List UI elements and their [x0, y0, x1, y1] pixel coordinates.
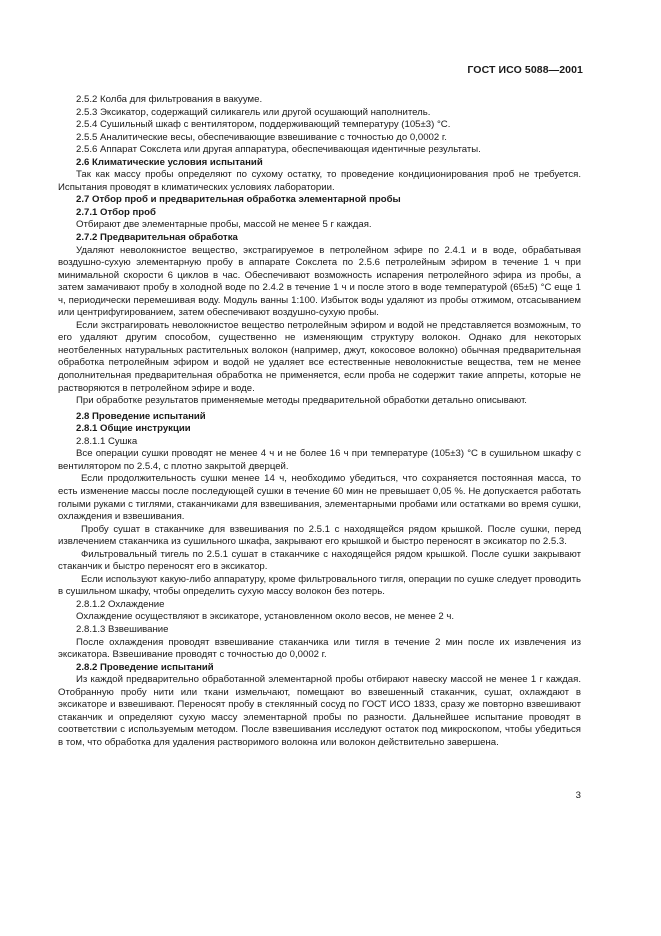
paragraph: Фильтровальный тигель по 2.5.1 сушат в стаканчике с находящейся рядом крышкой. После сушки закрывают стаканчик и быстро переносят его в эксикатор.: [58, 548, 581, 573]
section-heading: 2.7.1 Отбор проб: [76, 206, 156, 218]
paragraph: Из каждой предварительно обработанной элементарной пробы отбирают навеску массой не менее 1 г каждая. Отобранную пробу нити или ткани измельчают, помещают во взвешенный стаканчик, сушат, охлаждают в эксикаторе и взвешивают. Переносят пробу в стеклянный сосуд по ГОСТ ИСО 1833, сразу же повторно взвешивают стаканчик и определяют сухую массу элементарной пробы по разности. Дальнейшее испытание проводят в соответствии с используемым методом. После взвешивания исследуют остаток под микроскопом, чтобы убедиться в том, что обработка для удаления растворимого волокна или волокон действительно завершена.: [58, 674, 581, 748]
paragraph: 2.8.1.3 Взвешивание: [76, 623, 169, 635]
paragraph: Охлаждение осуществляют в эксикаторе, установленном около весов, не менее 2 ч.: [76, 611, 455, 623]
page-number: 3: [575, 790, 581, 801]
section-heading: 2.7.2 Предварительная обработка: [76, 232, 238, 244]
paragraph: Если используют какую-либо аппаратуру, кроме фильтровального тигля, операции по сушке следует проводить в сушильном шкафу, чтобы определить сухую массу волокон без потерь.: [58, 573, 581, 598]
paragraph: После охлаждения проводят взвешивание стаканчика или тигля в течение 2 мин после их извлечения из эксикатора. Взвешивание проводят с точностью до 0,0002 г.: [58, 636, 581, 661]
paragraph: 2.5.5 Аналитические весы, обеспечивающие взвешивание с точностью до 0,0002 г.: [76, 131, 447, 143]
document-header: ГОСТ ИСО 5088—2001: [467, 64, 583, 76]
section-heading: 2.8.2 Проведение испытаний: [76, 661, 214, 673]
paragraph: Все операции сушки проводят не менее 4 ч и не более 16 ч при температуре (105±3) °С в сушильном шкафу с вентилятором по 2.5.4, с плотно закрытой дверцей.: [58, 448, 581, 472]
paragraph: 2.5.6 Аппарат Сокслета или другая аппаратура, обеспечивающая идентичные результаты.: [76, 144, 481, 156]
paragraph: Если экстрагировать неволокнистое вещество петролейным эфиром и водой не представляется возможным, то его удаляют другим способом, существенно не изменяющим структуру волокон. Однако для некоторых неотбеленных натуральных растительных волокон (например, джут, кокосовое волокно) обычная предварительная обработка петролейным эфиром и водой не удаляет все естественные неволокнистые вещества, тем не менее дополнительная предварительная обработка не применяется, если проба не содержит такие аппреты, которые не растворяются в петролейном эфире и воде.: [58, 319, 581, 394]
paragraph: Удаляют неволокнистое вещество, экстрагируемое в петролейном эфире по 2.4.1 и в воде, обрабатывая воздушно-сухую элементарную пробу в аппарате Сокслета по 2.5.6 петролейным эфиром в течение 1 ч при минимальной скорости 6 циклов в час. Обеспечивают возможность испарения петролейного эфира из пробы, а затем замачивают пробу в холодной воде по 2.4.2 в течение 1 ч и после этого в воде температурой (65±5) °С еще 1 ч, периодически перемешивая воду. Модуль ванны 1:100. Избыток воды удаляют из пробы отжимом, отсасыванием или центрифугированием, затем обеспечивают воздушно-сухую пробы.: [58, 244, 581, 319]
paragraph: 2.8.1.2 Охлаждение: [76, 598, 165, 610]
section-heading: 2.8.1 Общие инструкции: [76, 423, 191, 435]
paragraph: 2.5.4 Сушильный шкаф с вентилятором, поддерживающий температуру (105±3) °С.: [76, 119, 451, 131]
paragraph: 2.5.2 Колба для фильтрования в вакууме.: [76, 94, 263, 105]
paragraph: Если продолжительность сушки менее 14 ч, необходимо убедиться, что сохраняется постоянная масса, то есть изменение массы после последующей сушки в течение 60 мин не превышает 0,05 %. Не допускается работать голыми руками с тиглями, стаканчиками для взвешивания, элементарными пробами или остатками во время сушки, охлаждения и взвешивания.: [58, 473, 581, 523]
document-body: [58, 94, 581, 749]
section-heading: 2.7 Отбор проб и предварительная обработка элементарной пробы: [76, 194, 401, 206]
paragraph: Отбирают две элементарные пробы, массой не менее 5 г каждая.: [76, 219, 372, 231]
section-heading: 2.8 Проведение испытаний: [76, 410, 206, 422]
paragraph: При обработке результатов применяемые методы предварительной обработки детально описывают.: [76, 395, 527, 407]
paragraph: 2.8.1.1 Сушка: [76, 435, 138, 447]
section-heading: 2.6 Климатические условия испытаний: [76, 156, 263, 168]
paragraph: Пробу сушат в стаканчике для взвешивания по 2.5.1 с находящейся рядом крышкой. После сушки, перед извлечением стаканчика из сушильного шкафа, закрывают его крышкой и быстро переносят в эксикатор по 2.5.3.: [58, 523, 581, 548]
paragraph: 2.5.3 Эксикатор, содержащий силикагель или другой осушающий наполнитель.: [76, 106, 431, 118]
paragraph: Так как массу пробы определяют по сухому остатку, то проведение кондиционирования проб не требуется. Испытания проводят в климатических условиях лаборатории.: [58, 169, 581, 193]
